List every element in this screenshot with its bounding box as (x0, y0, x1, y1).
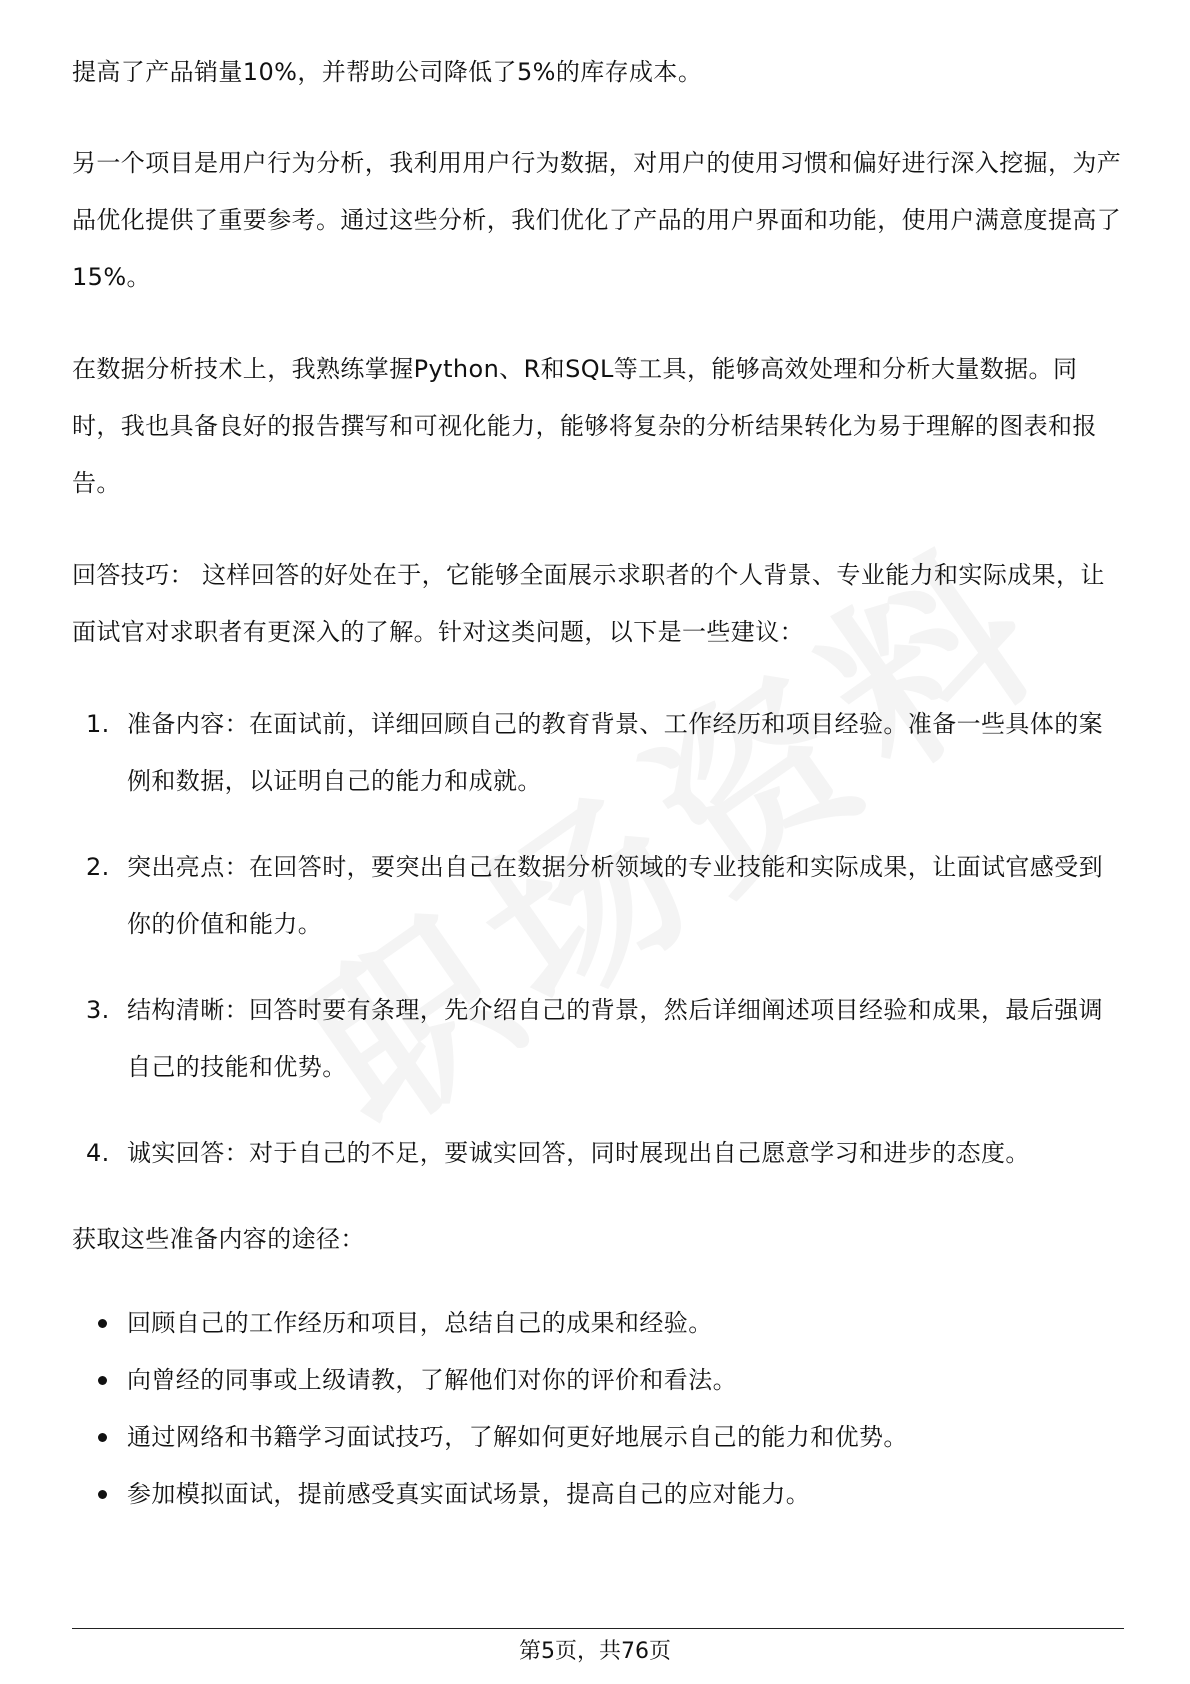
page-number: 第5页，共76页 (519, 1639, 671, 1664)
bullet-icon (98, 1376, 107, 1385)
list-item-text: 向曾经的同事或上级请教，了解他们对你的评价和看法。 (127, 1366, 737, 1394)
document-body (72, 44, 1122, 1523)
list-number: 1. (86, 710, 110, 738)
paragraph-sales-result: 提高了产品销量10%，并帮助公司降低了5%的库存成本。 (72, 58, 703, 86)
sources-list (72, 1295, 1122, 1523)
list-item-text: 突出亮点：在回答时，要突出自己在数据分析领域的专业技能和实际成果，让面试官感受到你的价值和能力。 (127, 853, 1103, 938)
paragraph-answer-tips: 回答技巧： 这样回答的好处在于，它能够全面展示求职者的个人背景、专业能力和实际成果，让面试官对求职者有更深入的了解。针对这类问题，以下是一些建议： (72, 561, 1105, 646)
list-number: 3. (86, 996, 110, 1024)
sources-heading: 获取这些准备内容的途径： (72, 1225, 365, 1253)
list-item (72, 1409, 1122, 1466)
bullet-icon (98, 1319, 107, 1328)
paragraph-user-behavior: 另一个项目是用户行为分析，我利用用户行为数据，对用户的使用习惯和偏好进行深入挖掘，为产品优化提供了重要参考。通过这些分析，我们优化了产品的用户界面和功能，使用户满意度提高了15%。 (72, 149, 1122, 291)
list-item-text: 参加模拟面试，提前感受真实面试场景，提高自己的应对能力。 (127, 1480, 811, 1508)
list-item (72, 1352, 1122, 1409)
list-item-text: 结构清晰：回答时要有条理，先介绍自己的背景，然后详细阐述项目经验和成果，最后强调自己的技能和优势。 (127, 996, 1103, 1081)
list-number: 2. (86, 853, 110, 881)
list-item (72, 696, 1122, 810)
list-item (72, 839, 1122, 953)
list-item-text: 回顾自己的工作经历和项目，总结自己的成果和经验。 (127, 1309, 713, 1337)
list-item (72, 1295, 1122, 1352)
bullet-icon (98, 1490, 107, 1499)
list-item (72, 982, 1122, 1096)
tips-list (72, 696, 1122, 1182)
bullet-icon (98, 1433, 107, 1442)
list-number: 4. (86, 1139, 110, 1167)
list-item (72, 1125, 1122, 1182)
list-item-text: 通过网络和书籍学习面试技巧，了解如何更好地展示自己的能力和优势。 (127, 1423, 908, 1451)
list-item-text: 准备内容：在面试前，详细回顾自己的教育背景、工作经历和项目经验。准备一些具体的案例和数据，以证明自己的能力和成就。 (127, 710, 1103, 795)
footer-divider (72, 1628, 1124, 1629)
paragraph-skills: 在数据分析技术上，我熟练掌握Python、R和SQL等工具，能够高效处理和分析大量数据。同时，我也具备良好的报告撰写和可视化能力，能够将复杂的分析结果转化为易于理解的图表和报告。 (72, 355, 1097, 497)
list-item (72, 1466, 1122, 1523)
list-item-text: 诚实回答：对于自己的不足，要诚实回答，同时展现出自己愿意学习和进步的态度。 (127, 1139, 1030, 1167)
